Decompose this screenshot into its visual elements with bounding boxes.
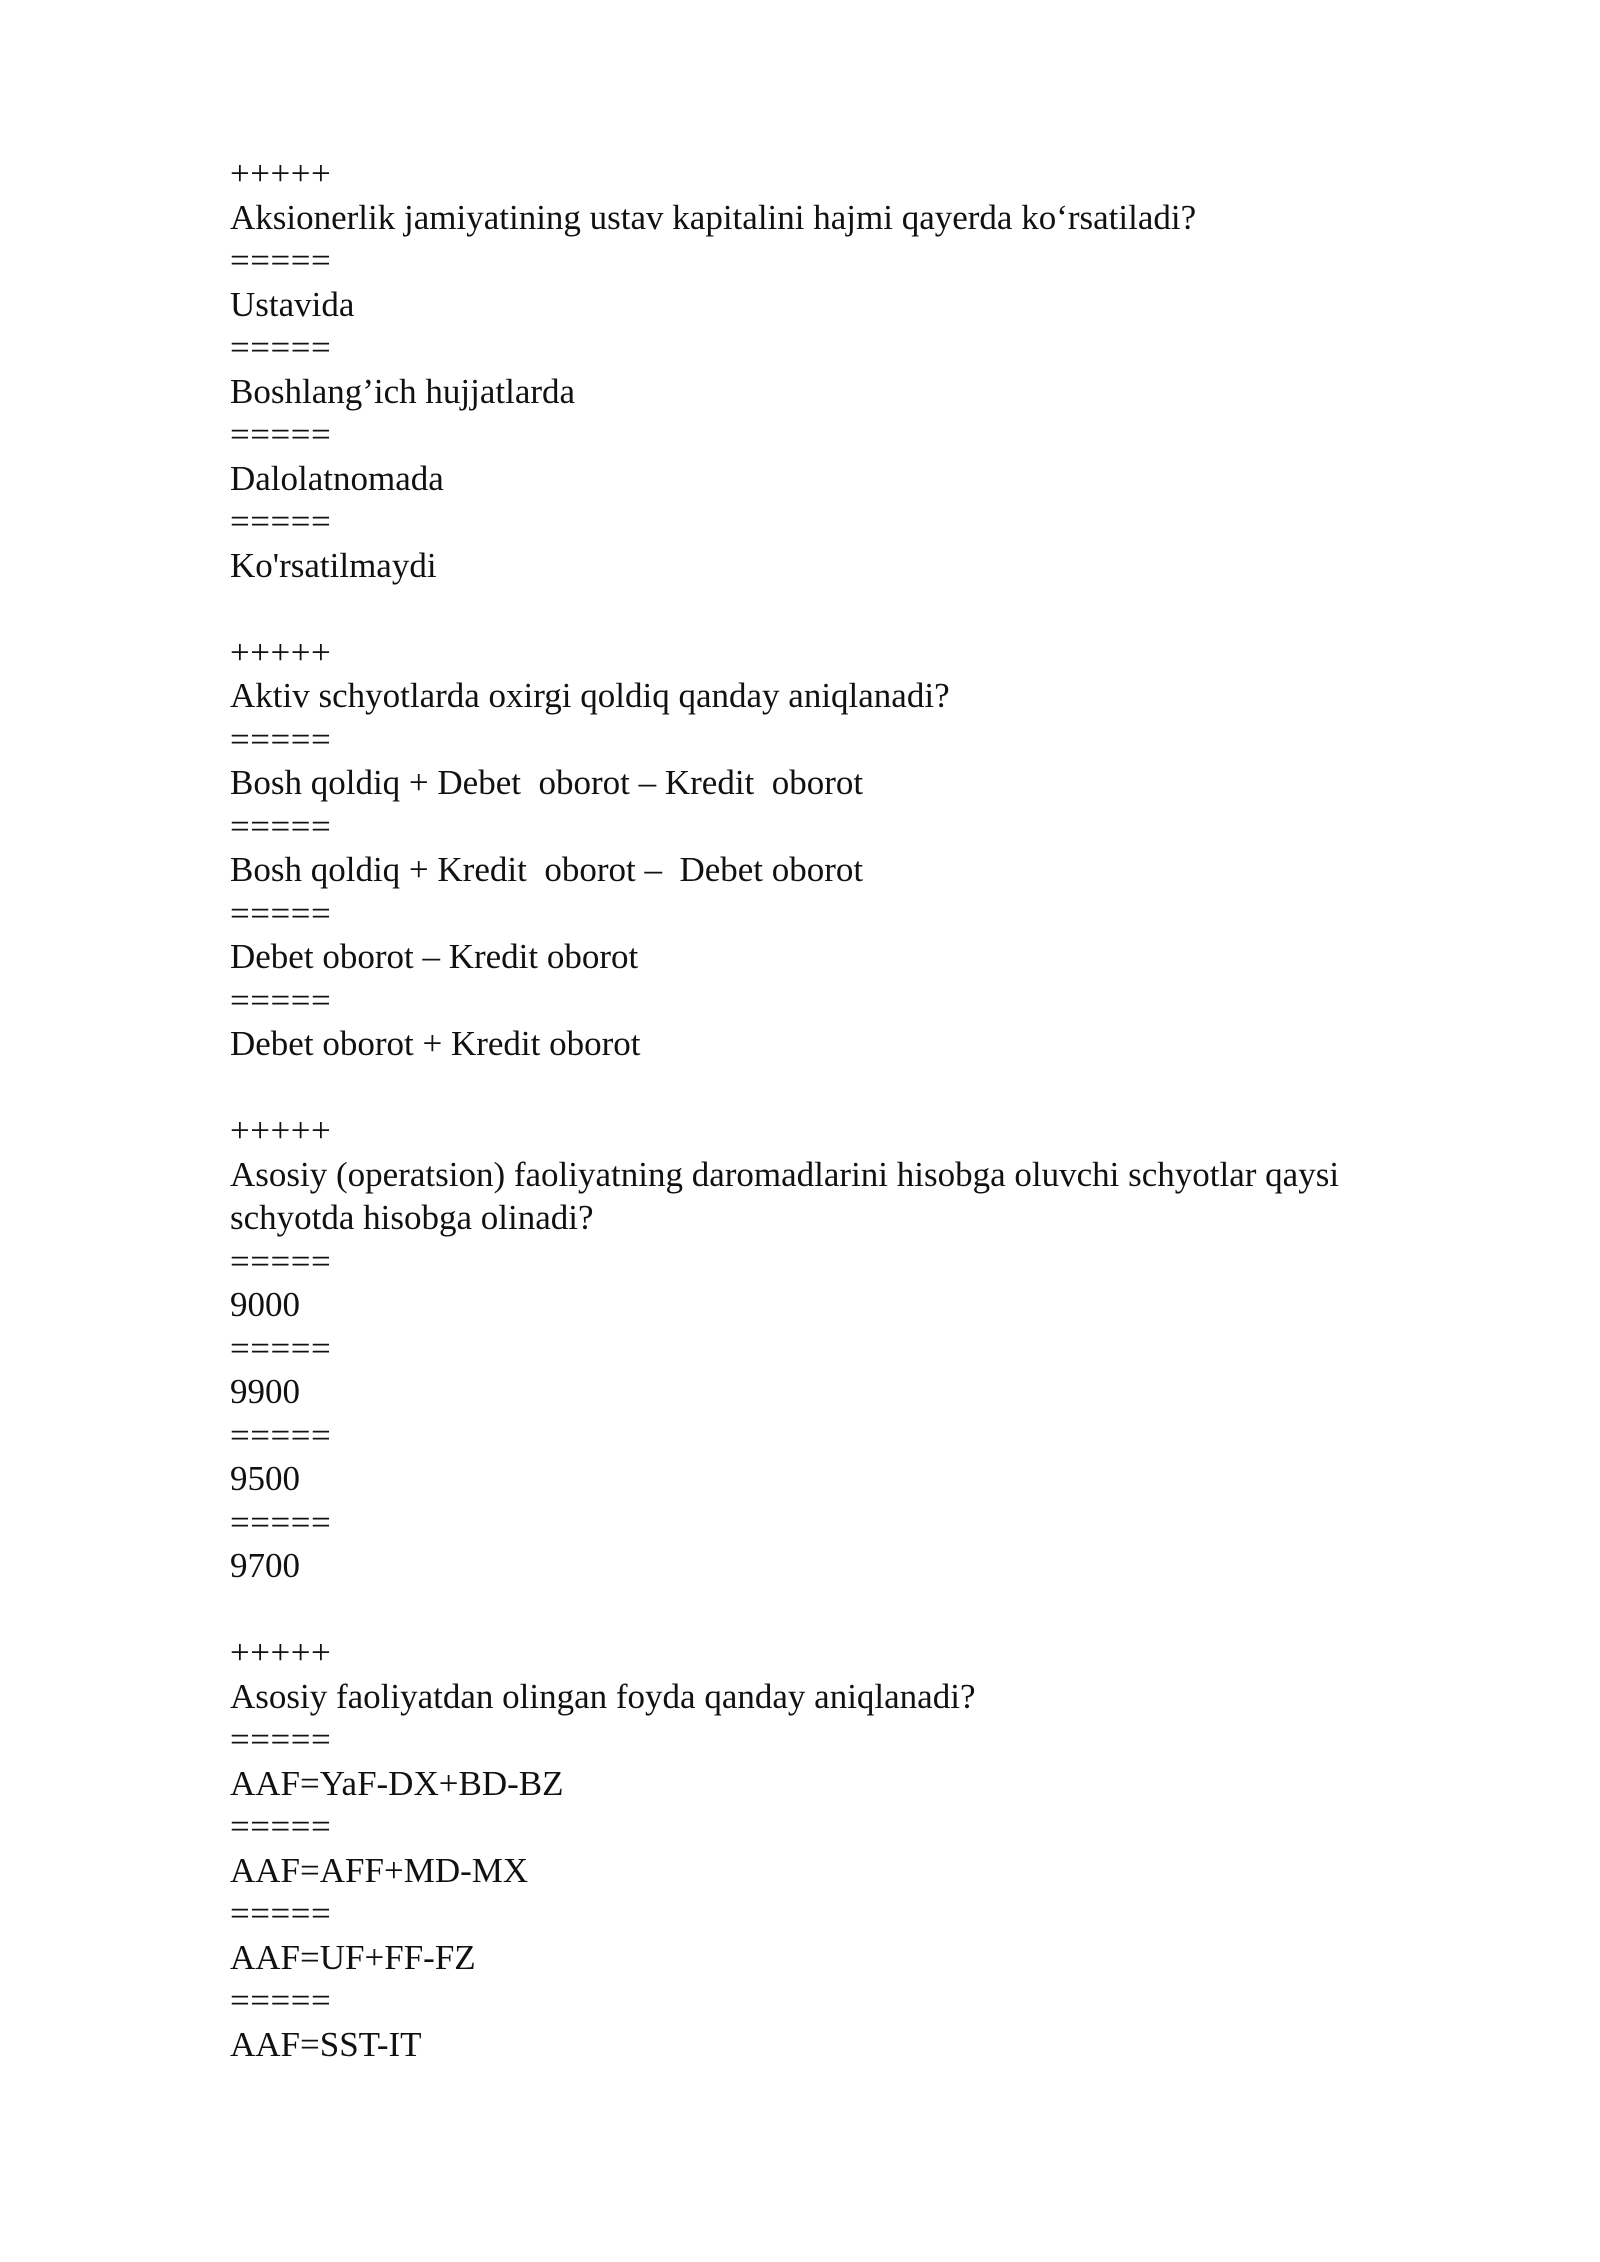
answer-option: AAF=AFF+MD-MX xyxy=(230,1850,529,1890)
blank-line xyxy=(230,1066,1440,1110)
answer-option: Bosh qoldiq + Kredit oborot – Debet oborot xyxy=(230,850,864,889)
question-block-1 xyxy=(230,152,1440,587)
answer-option: AAF=YaF-DX+BD-BZ xyxy=(230,1763,564,1803)
answer-separator: ===== xyxy=(230,502,332,541)
question-text: Aktiv schyotlarda oxirgi qoldiq qanday aniqlanadi? xyxy=(230,676,950,715)
answer-option: Dalolatnomada xyxy=(230,458,444,498)
blank-line xyxy=(230,587,1440,631)
question-block-4 xyxy=(230,1631,1440,2066)
answer-option: Boshlang’ich hujjatlarda xyxy=(230,371,576,411)
answer-separator: ===== xyxy=(230,1807,332,1846)
answer-option: Debet oborot – Kredit oborot xyxy=(230,937,639,976)
answer-separator: ===== xyxy=(230,719,332,759)
answer-option: Ko'rsatilmaydi xyxy=(230,545,437,585)
answer-separator: ===== xyxy=(230,893,332,933)
answer-separator: ===== xyxy=(230,806,332,846)
answer-separator: ===== xyxy=(230,328,332,367)
answer-separator: ===== xyxy=(230,980,332,1020)
document-body xyxy=(230,152,1440,2066)
answer-option: 9700 xyxy=(230,1546,300,1585)
answer-separator: ===== xyxy=(230,1502,332,1542)
question-block-3 xyxy=(230,1109,1440,1588)
question-marker: +++++ xyxy=(230,1111,332,1150)
question-marker: +++++ xyxy=(230,154,332,193)
answer-option: 9900 xyxy=(230,1372,300,1411)
question-block-2 xyxy=(230,631,1440,1066)
answer-separator: ===== xyxy=(230,1328,332,1368)
question-text: Asosiy (operatsion) faoliyatning daromadlarini hisobga oluvchi schyotlar qaysi schyotda hisobga olinadi? xyxy=(230,1154,1348,1237)
answer-separator: ===== xyxy=(230,241,332,280)
answer-separator: ===== xyxy=(230,1720,332,1759)
answer-option: Bosh qoldiq + Debet oborot – Kredit oborot xyxy=(230,763,864,802)
answer-option: 9000 xyxy=(230,1285,300,1324)
answer-option: AAF=UF+FF-FZ xyxy=(230,1937,476,1977)
answer-option: AAF=SST-IT xyxy=(230,2024,422,2064)
question-text: Asosiy faoliyatdan olingan foyda qanday aniqlanadi? xyxy=(230,1676,976,1716)
answer-separator: ===== xyxy=(230,1981,332,2020)
answer-separator: ===== xyxy=(230,1415,332,1455)
answer-option: Debet oborot + Kredit oborot xyxy=(230,1024,641,1063)
question-marker: +++++ xyxy=(230,1633,332,1672)
answer-separator: ===== xyxy=(230,415,332,454)
question-marker: +++++ xyxy=(230,632,332,672)
question-text: Aksionerlik jamiyatining ustav kapitalini hajmi qayerda ko‘rsatiladi? xyxy=(230,197,1197,237)
answer-separator: ===== xyxy=(230,1894,332,1933)
blank-line xyxy=(230,1588,1440,1632)
answer-separator: ===== xyxy=(230,1241,332,1281)
answer-option: 9500 xyxy=(230,1459,300,1498)
answer-option: Ustavida xyxy=(230,284,355,324)
